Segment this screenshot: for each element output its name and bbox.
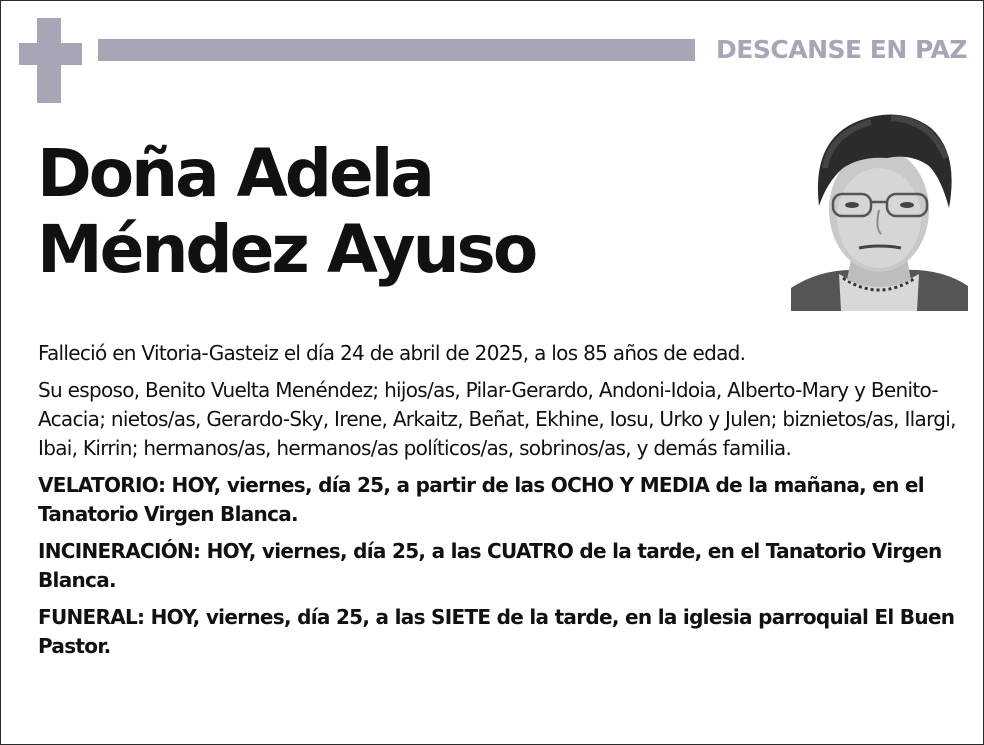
cross-icon bbox=[1, 1, 91, 111]
death-paragraph: Falleció en Vitoria-Gasteiz el día 24 de abril de 2025, a los 85 años de edad. bbox=[38, 341, 746, 365]
deceased-portrait bbox=[791, 98, 968, 311]
name-line-1: Doña Adela bbox=[37, 135, 432, 212]
name-line-2: Méndez Ayuso bbox=[37, 211, 536, 288]
family-paragraph: Su esposo, Benito Vuelta Menéndez; hijos/as, Pilar-Gerardo, Andoni-Idoia, Alberto-Mary y Benito-Acacia; nietos/as, Gerardo-Sky, Irene, Arkaitz, Beñat, Ekhine, Iosu, Urko y Julen; biznietos/as, Ilargi, Ibai, Kirrin; hermanos/as, hermanos/as políticos/as, sobrinos/as, y demás familia. bbox=[38, 378, 956, 460]
deceased-name bbox=[37, 136, 777, 288]
velatorio-paragraph: VELATORIO: HOY, viernes, día 25, a partir de las OCHO Y MEDIA de la mañana, en el Tanatorio Virgen Blanca. bbox=[38, 473, 924, 526]
rest-in-peace-tagline: DESCANSE EN PAZ bbox=[716, 35, 967, 64]
funeral-paragraph: FUNERAL: HOY, viernes, día 25, a las SIETE de la tarde, en la iglesia parroquial El Buen Pastor. bbox=[38, 605, 955, 658]
header-bar bbox=[98, 39, 695, 61]
notice-body bbox=[38, 339, 968, 661]
incineracion-paragraph: INCINERACIÓN: HOY, viernes, día 25, a las CUATRO de la tarde, en el Tanatorio Virgen Blanca. bbox=[38, 539, 942, 592]
